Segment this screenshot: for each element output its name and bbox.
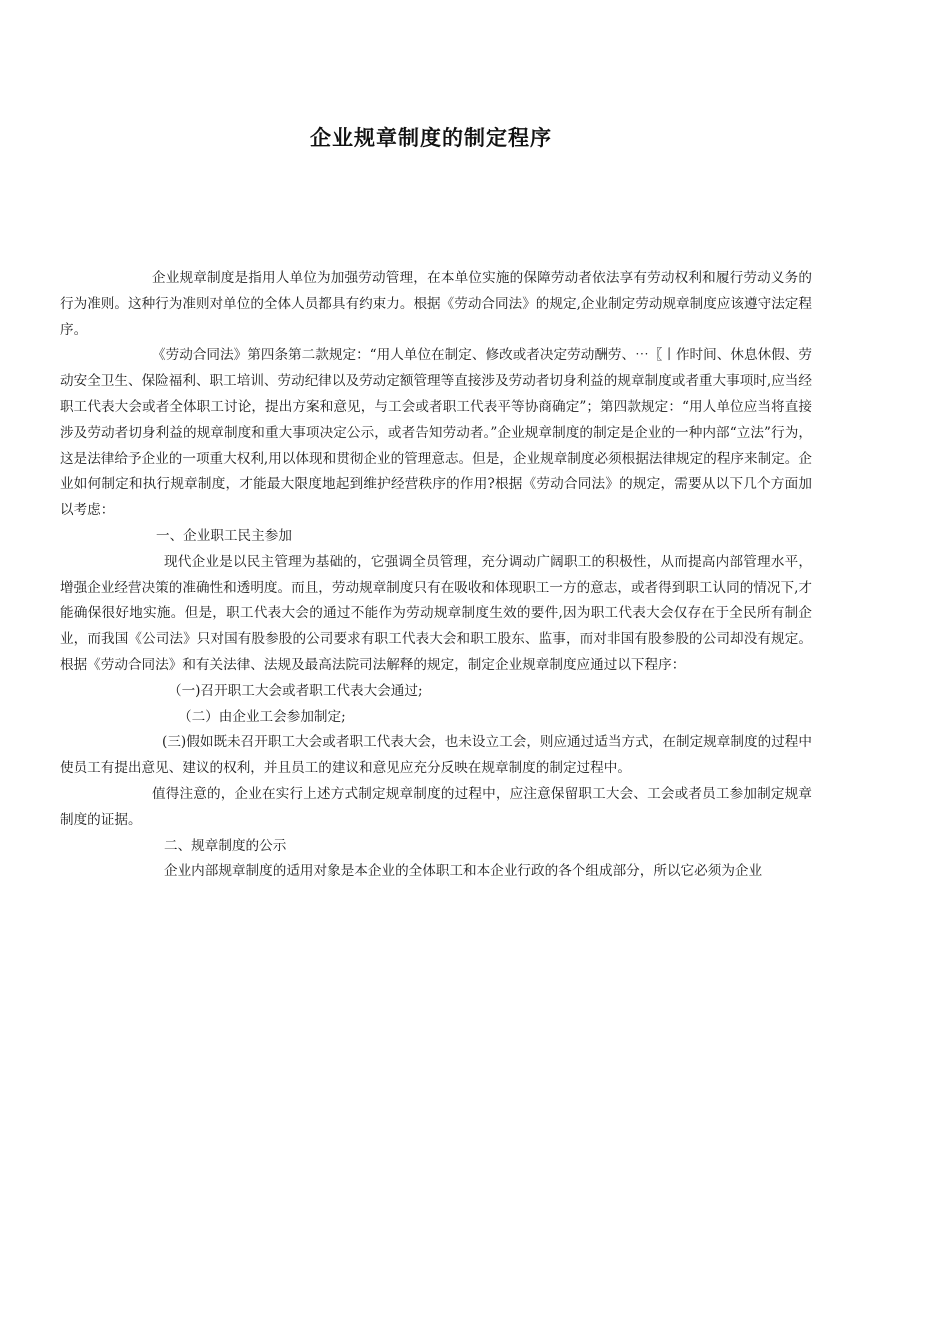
section-heading-2: 二、规章制度的公示: [164, 837, 287, 854]
paragraph-intro: 企业规章制度是指用人单位为加强劳动管理，在本单位实施的保障劳动者依法享有劳动权利和履行劳动义务的行为准则。这种行为准则对单位的全体人员都具有约束力。根据《劳动合同法》的规定,企业制定劳动规章制度应该遵守法定程序。: [60, 270, 812, 338]
section-heading-1: 一、企业职工民主参加: [156, 527, 292, 544]
document-body: [60, 266, 812, 885]
paragraph-publication: 企业内部规章制度的适用对象是本企业的全体职工和本企业行政的各个组成部分，所以它必须为企业: [164, 863, 763, 880]
list-item-3: (三)假如既未召开职工大会或者职工代表大会，也未设立工会，则应通过适当方式，在制定规章制度的过程中使员工有提出意见、建议的权利，并且员工的建议和意见应充分反映在规章制度的制定过程中。: [60, 734, 812, 777]
list-item-2: （二）由企业工会参加制定;: [178, 708, 346, 725]
paragraph-law-article: 《劳动合同法》第四条第二款规定：“用人单位在制定、修改或者决定劳动酬劳、⋯〖丨作时间、休息休假、劳动安全卫生、保险福利、职工培训、劳动纪律以及劳动定额管理等直接涉及劳动者切身利益的规章制度或者重大事项时,应当经职工代表大会或者全体职工讨论，提出方案和意见，与工会或者职工代表平等协商确定”；第四款规定：“用人单位应当将直接涉及劳动者切身利益的规章制度和重大事项决定公示，或者告知劳动者。”企业规章制度的制定是企业的一种内部“立法”行为，这是法律给予企业的一项重大权利,用以体现和贯彻企业的管理意志。但是，企业规章制度必须根据法律规定的程序来制定。企业如何制定和执行规章制度，才能最大限度地起到维护经营秩序的作用?根据《劳动合同法》的规定，需要从以下几个方面加以考虑：: [60, 347, 812, 519]
document-title: 企业规章制度的制定程序: [310, 126, 552, 150]
paragraph-democratic-participation: 现代企业是以民主管理为基础的，它强调全员管理，充分调动广阔职工的积极性，从而提高内部管理水平，增强企业经营决策的准确性和透明度。而且，劳动规章制度只有在吸收和体现职工一方的意志，或者得到职工认同的情况下,才能确保很好地实施。但是，职工代表大会的通过不能作为劳动规章制度生效的要件,因为职工代表大会仅存在于全民所有制企业，而我国《公司法》只对国有股参股的公司要求有职工代表大会和职工股东、监事，而对非国有股参股的公司却没有规定。根据《劳动合同法》和有关法律、法规及最高法院司法解释的规定，制定企业规章制度应通过以下程序：: [60, 553, 812, 673]
list-item-1: （一)召开职工大会或者职工代表大会通过;: [168, 682, 423, 699]
paragraph-note: 值得注意的，企业在实行上述方式制定规章制度的过程中，应注意保留职工大会、工会或者员工参加制定规章制度的证据。: [60, 785, 812, 828]
